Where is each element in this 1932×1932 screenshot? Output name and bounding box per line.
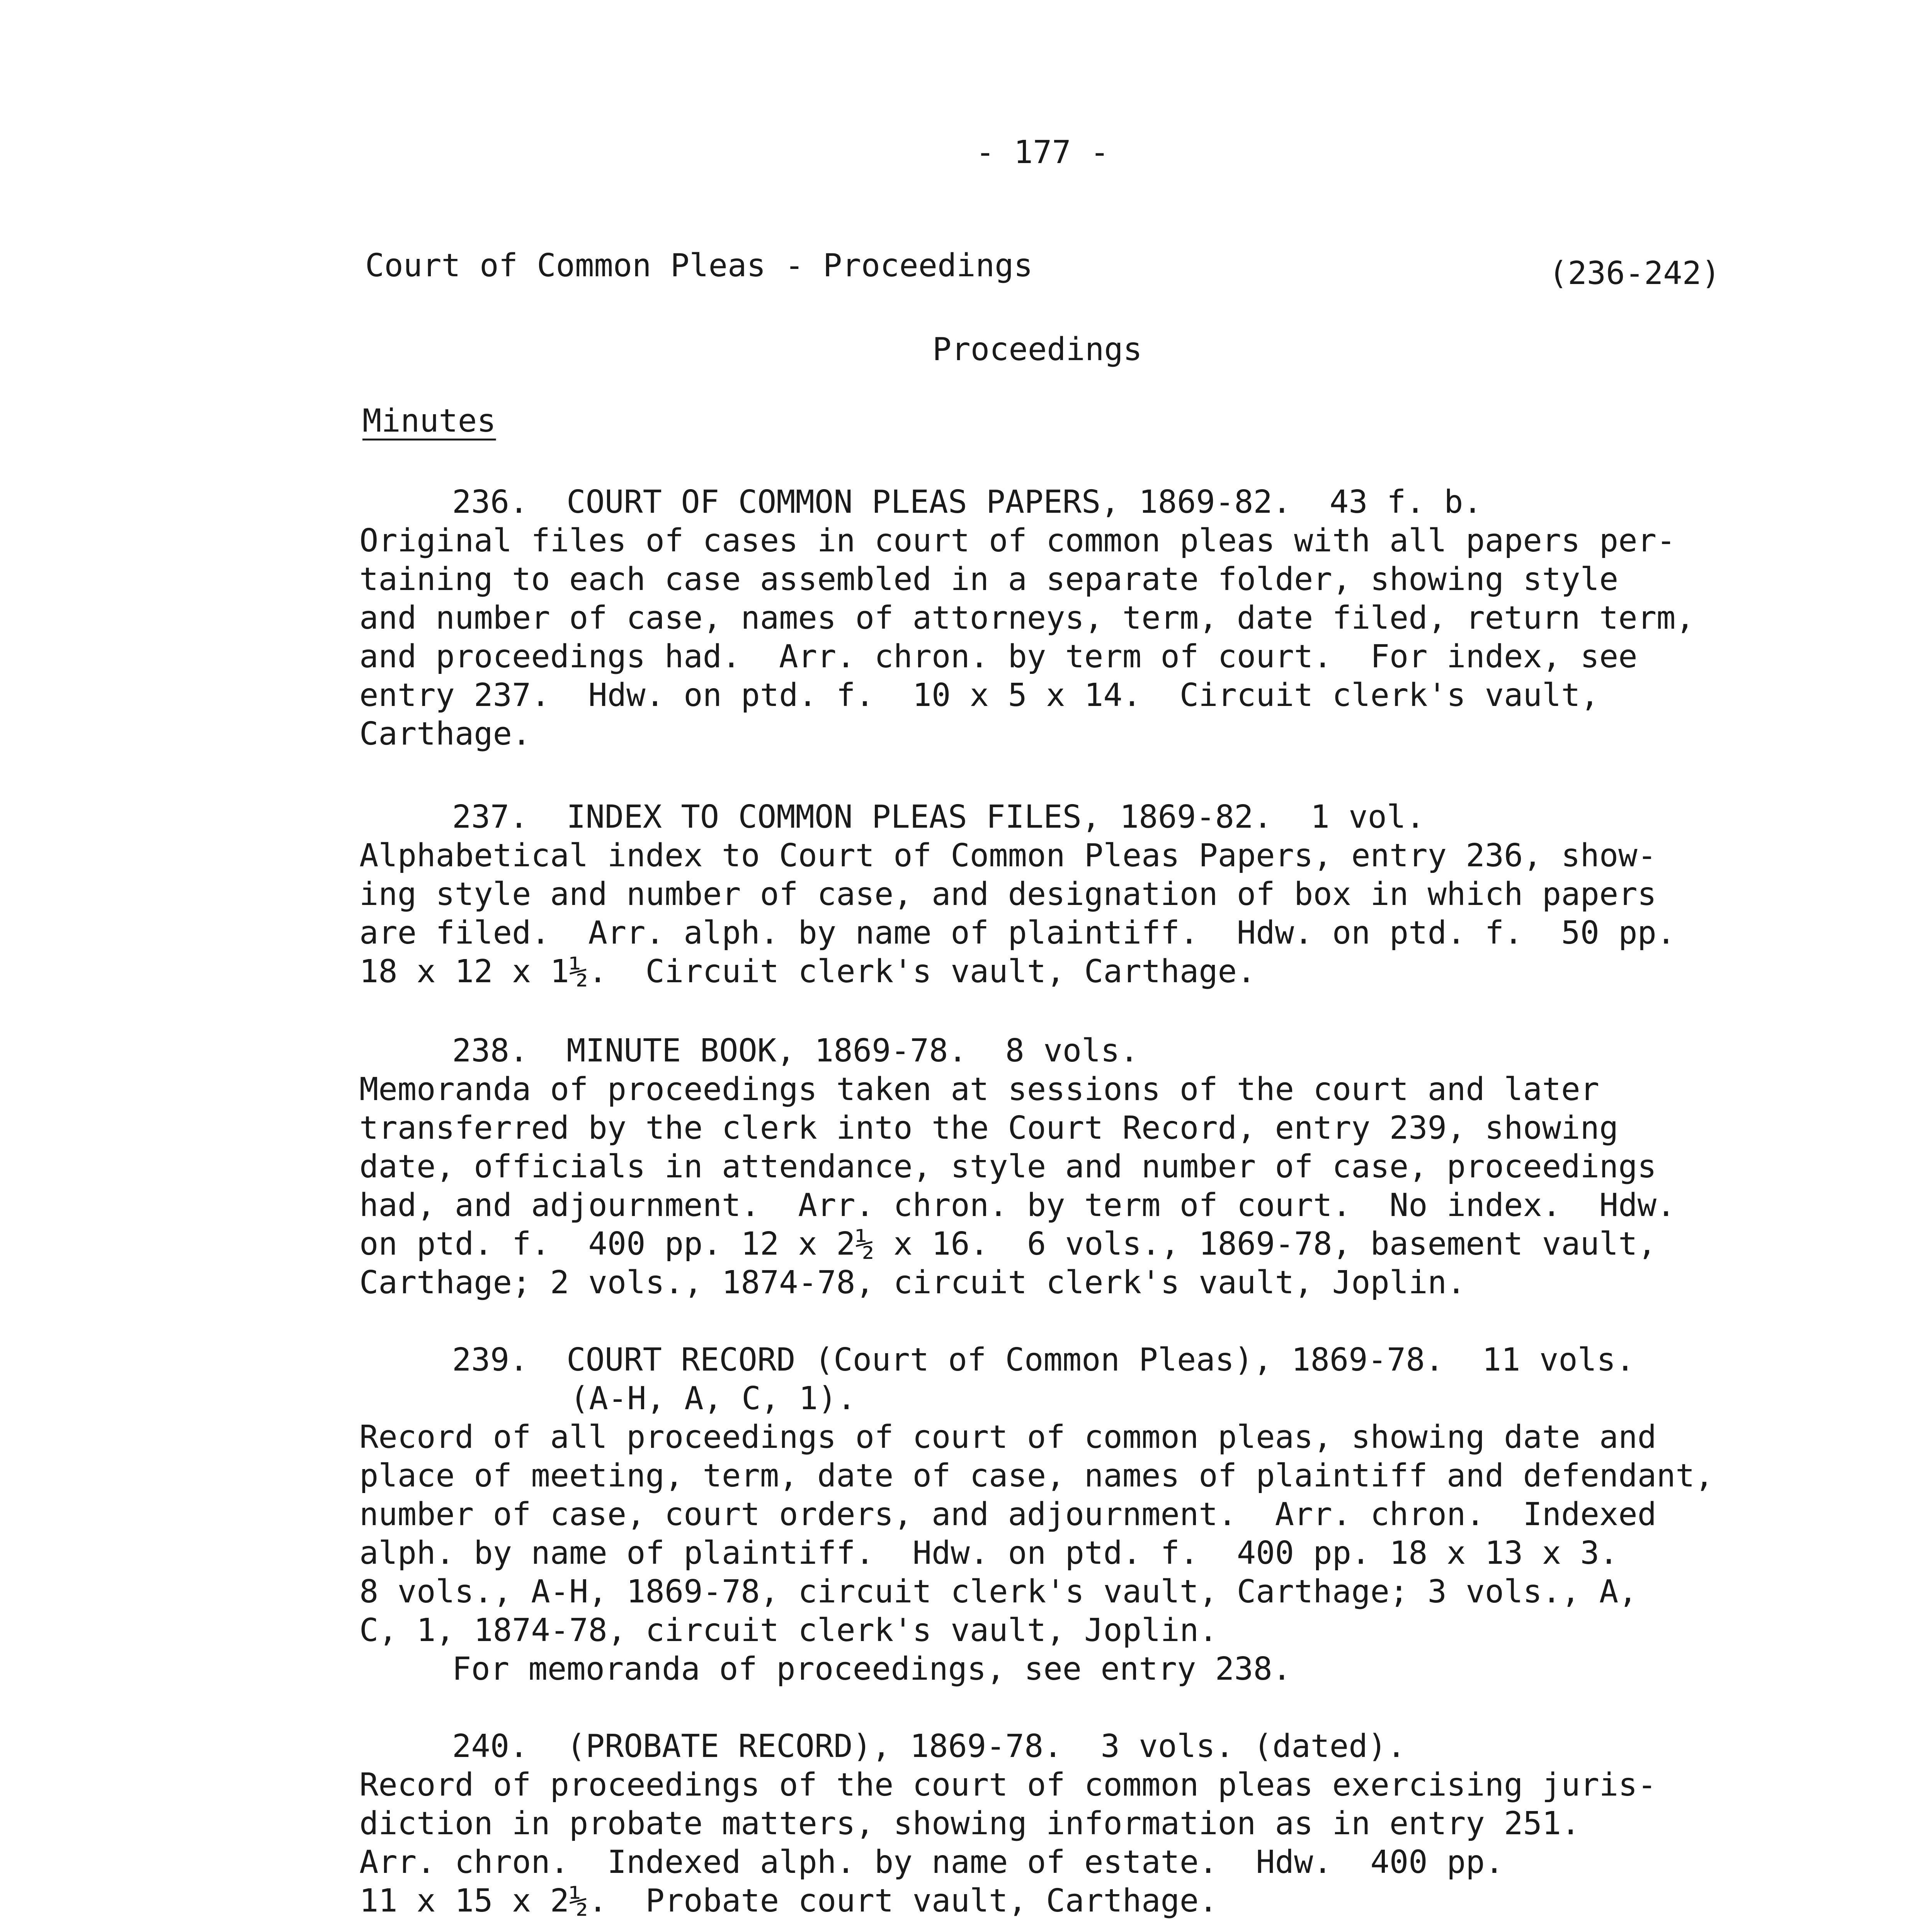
entry-line: 18 x 12 x 1½. Circuit clerk's vault, Carthage. [359,953,1256,990]
entry-236 [359,483,1750,753]
page-title: Proceedings [932,331,1143,368]
entry-line: had, and adjournment. Arr. chron. by term of court. No index. Hdw. [359,1187,1676,1224]
page-number: - 177 - [976,134,1109,171]
header-right: (236-242) [1549,255,1721,292]
entry-line: and proceedings had. Arr. chron. by term of court. For index, see [359,638,1638,675]
entry-line: 11 x 15 x 2½. Probate court vault, Carthage. [359,1883,1218,1919]
entry-240 [359,1727,1750,1920]
entry-line: entry 237. Hdw. on ptd. f. 10 x 5 x 14. Circuit clerk's vault, [359,677,1599,714]
entry-line: transferred by the clerk into the Court Record, entry 239, showing [359,1110,1619,1146]
entry-line: date, officials in attendance, style and number of case, proceedings [359,1148,1657,1185]
entry-line: 238. MINUTE BOOK, 1869-78. 8 vols. [452,1032,1139,1069]
entry-line: 239. COURT RECORD (Court of Common Pleas), 1869-78. 11 vols. [452,1342,1635,1378]
entry-line: Original files of cases in court of common pleas with all papers per- [359,522,1676,559]
entry-line: and number of case, names of attorneys, term, date filed, return term, [359,600,1695,636]
entry-line: Record of all proceedings of court of common pleas, showing date and [359,1419,1657,1456]
entry-line: 240. (PROBATE RECORD), 1869-78. 3 vols. (dated). [452,1728,1406,1765]
entry-line: Arr. chron. Indexed alph. by name of estate. Hdw. 400 pp. [359,1844,1504,1881]
entry-line: number of case, court orders, and adjournment. Arr. chron. Indexed [359,1496,1657,1533]
entry-238 [359,1032,1750,1302]
header-left: Court of Common Pleas - Proceedings [365,247,1033,284]
entry-line: Carthage. [359,716,531,752]
entry-line: diction in probate matters, showing information as in entry 251. [359,1805,1580,1842]
entry-237 [359,798,1750,991]
entry-line: Record of proceedings of the court of common pleas exercising juris- [359,1767,1657,1803]
entry-line: (A-H, A, C, 1). [570,1380,856,1417]
entry-239 [359,1341,1750,1689]
entry-line: place of meeting, term, date of case, names of plaintiff and defendant, [359,1458,1714,1494]
entry-line: Alphabetical index to Court of Common Pleas Papers, entry 236, show- [359,837,1657,874]
entry-line: C, 1, 1874-78, circuit clerk's vault, Joplin. [359,1612,1218,1649]
section-heading-minutes: Minutes [362,403,496,439]
entry-line: 8 vols., A-H, 1869-78, circuit clerk's vault, Carthage; 3 vols., A, [359,1573,1638,1610]
entry-line: Carthage; 2 vols., 1874-78, circuit clerk's vault, Joplin. [359,1264,1466,1301]
entry-line: ing style and number of case, and designation of box in which papers [359,876,1657,913]
entry-line: on ptd. f. 400 pp. 12 x 2½ x 16. 6 vols., 1869-78, basement vault, [359,1226,1657,1262]
entry-line: 236. COURT OF COMMON PLEAS PAPERS, 1869-82. 43 f. b. [452,484,1482,520]
entry-line: 237. INDEX TO COMMON PLEAS FILES, 1869-82. 1 vol. [452,799,1425,835]
entry-line: taining to each case assembled in a separate folder, showing style [359,561,1619,598]
entry-line: alph. by name of plaintiff. Hdw. on ptd. f. 400 pp. 18 x 13 x 3. [359,1535,1619,1571]
entry-line: Memoranda of proceedings taken at sessions of the court and later [359,1071,1599,1108]
entry-cross-reference: For memoranda of proceedings, see entry 238. [452,1651,1292,1687]
entry-line: are filed. Arr. alph. by name of plaintiff. Hdw. on ptd. f. 50 pp. [359,915,1676,951]
